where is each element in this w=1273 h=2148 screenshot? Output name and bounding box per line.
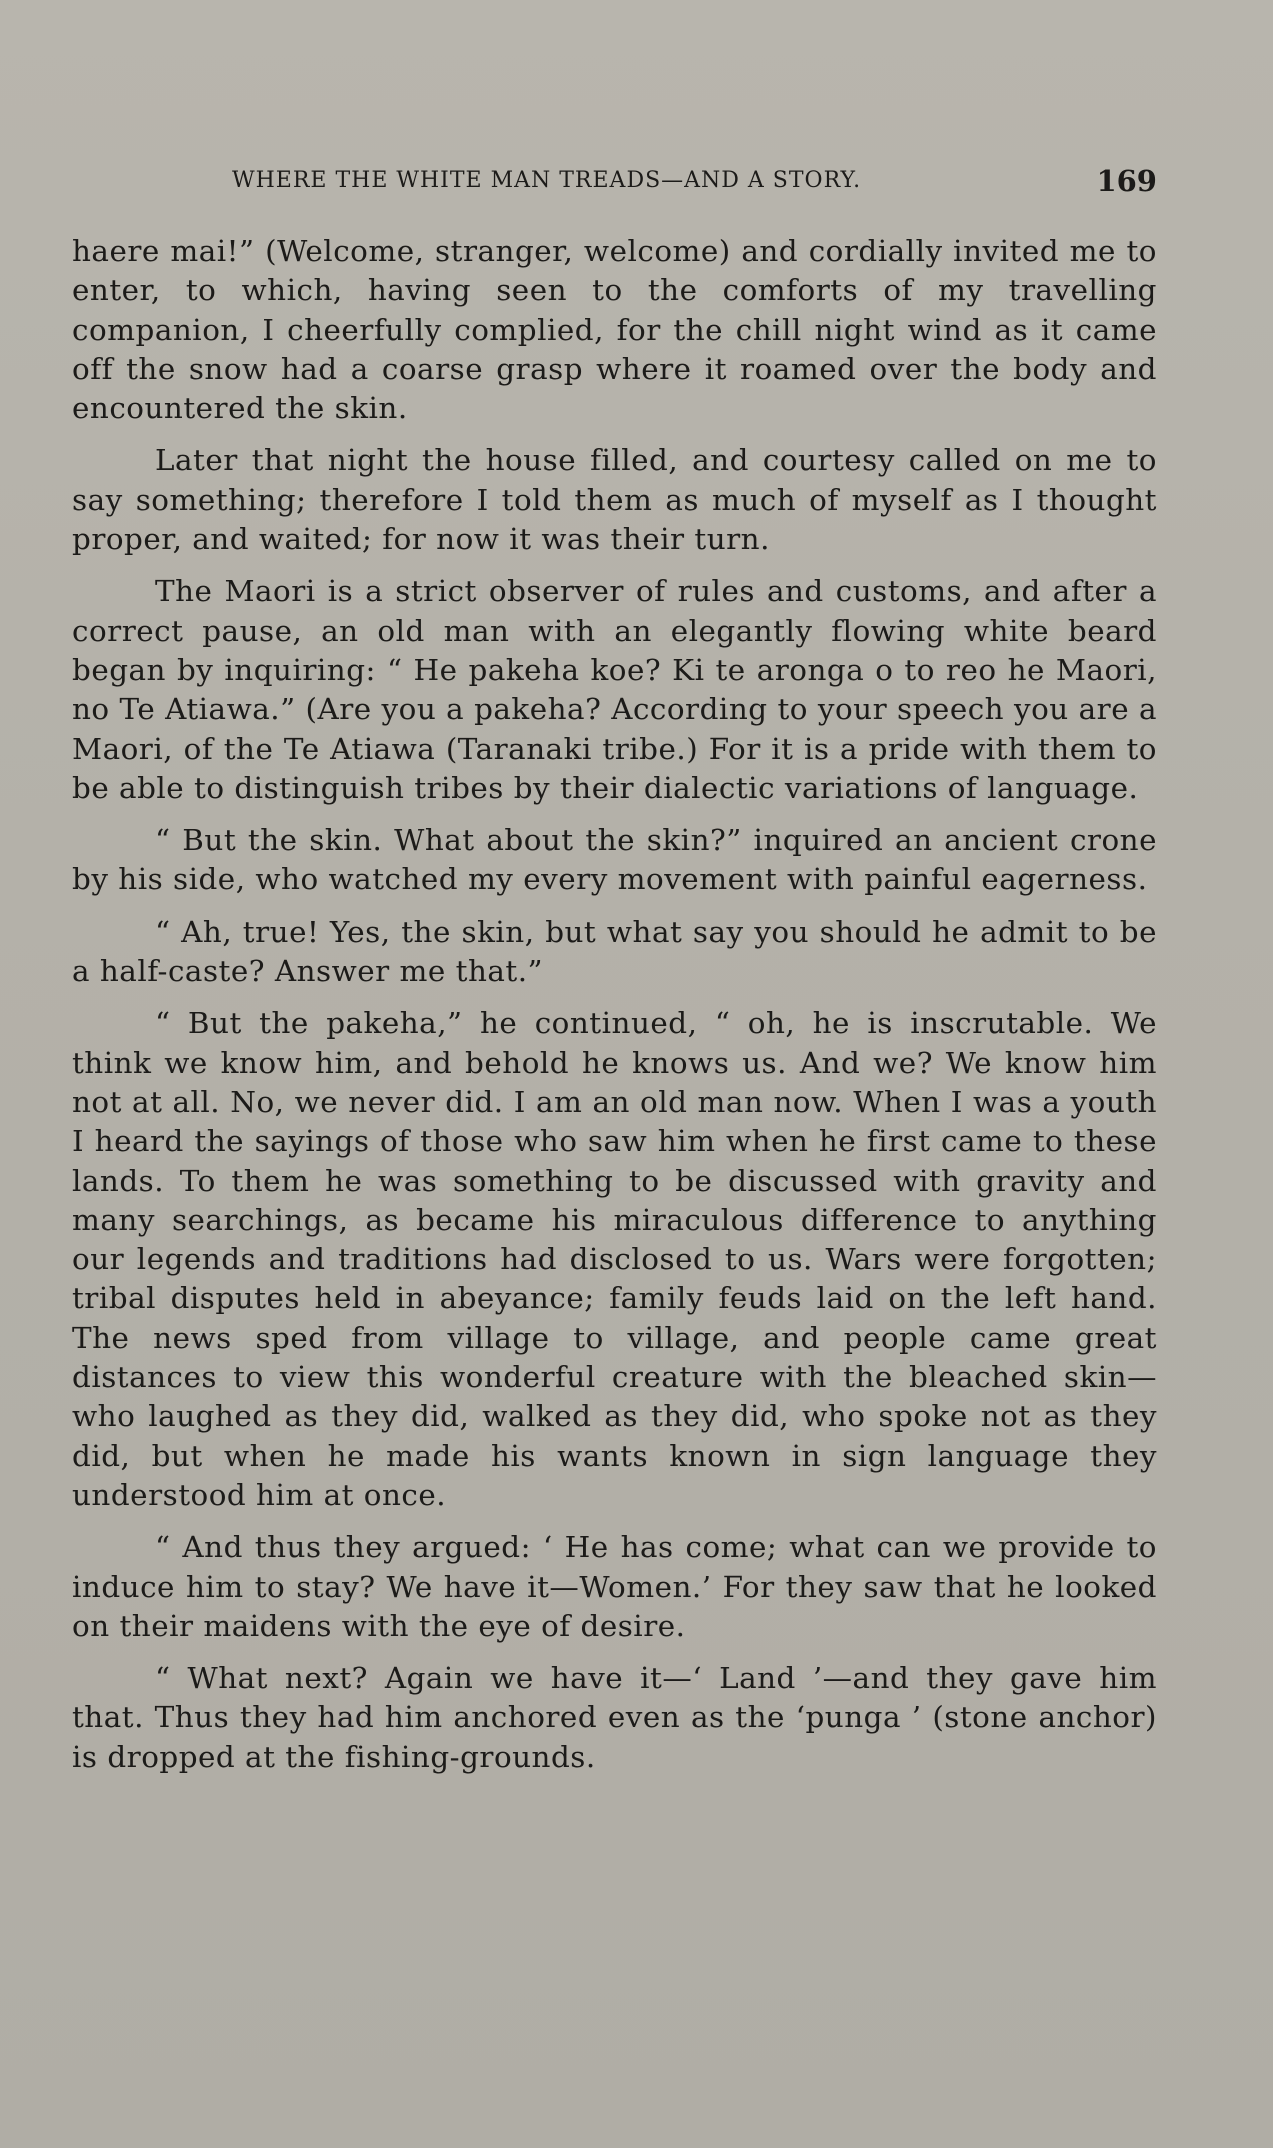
paragraph-2: Later that night the house filled, and courtesy called on me to say something; therefore I told them as much of myself as I thought proper, and waited; for now it was their turn. xyxy=(72,443,1157,557)
page-number: 169 xyxy=(1096,164,1157,198)
paragraph-4: “ But the skin. What about the skin?” inquired an ancient crone by his side, who watched my every movement with painful eagerness. xyxy=(72,823,1157,897)
paragraph-6: “ But the pakeha,” he continued, “ oh, he is inscrutable. We think we know him, and behold he knows us. And we? We know him not at all. No, we never did. I am an old man now. When I was a youth I heard the sayings of those who saw him when he first came to these lands. To them he was something to be discussed with gravity and many searchings, as became his miraculous difference to anything our legends and traditions had disclosed to us. Wars were forgotten; tribal disputes held in abeyance; family feuds laid on the left hand. The news sped from village to village, and people came great distances to view this wonderful creature with the bleached skin—who laughed as they did, walked as they did, who spoke not as they did, but when he made his wants known in sign language they understood him at once. xyxy=(72,1006,1157,1512)
paragraph-1: haere mai!” (Welcome, stranger, welcome) and cordially invited me to enter, to which, having seen to the comforts of my travelling companion, I cheerfully complied, for the chill night wind as it came off the snow had a coarse grasp where it roamed over the body and encountered the skin. xyxy=(72,234,1157,426)
paragraph-8: “ What next? Again we have it—‘ Land ’—and they gave him that. Thus they had him anchored even as the ‘punga ’ (stone anchor) is dropped at the fishing-grounds. xyxy=(72,1661,1157,1774)
paragraph-3: The Maori is a strict observer of rules and customs, and after a correct pause, an old man with an elegantly flowing white beard began by inquiring: “ He pakeha koe? Ki te aronga o to reo he Maori, no Te Atiawa.” (Are you a pakeha? According to your speech you are a Maori, of the Te Atiawa (Taranaki tribe.) For it is a pride with them to be able to distinguish tribes by their dialectic variations of language. xyxy=(72,574,1157,805)
running-title: WHERE THE WHITE MAN TREADS—AND A STORY. xyxy=(232,168,862,193)
body-text xyxy=(72,232,1157,1790)
running-head xyxy=(232,164,1157,204)
paragraph-5: “ Ah, true! Yes, the skin, but what say you should he admit to be a half-caste? Answer me that.” xyxy=(72,914,1157,989)
paragraph-7: “ And thus they argued: ‘ He has come; what can we provide to induce him to stay? We have it—Women.’ For they saw that he looked on their maidens with the eye of desire. xyxy=(72,1530,1157,1643)
